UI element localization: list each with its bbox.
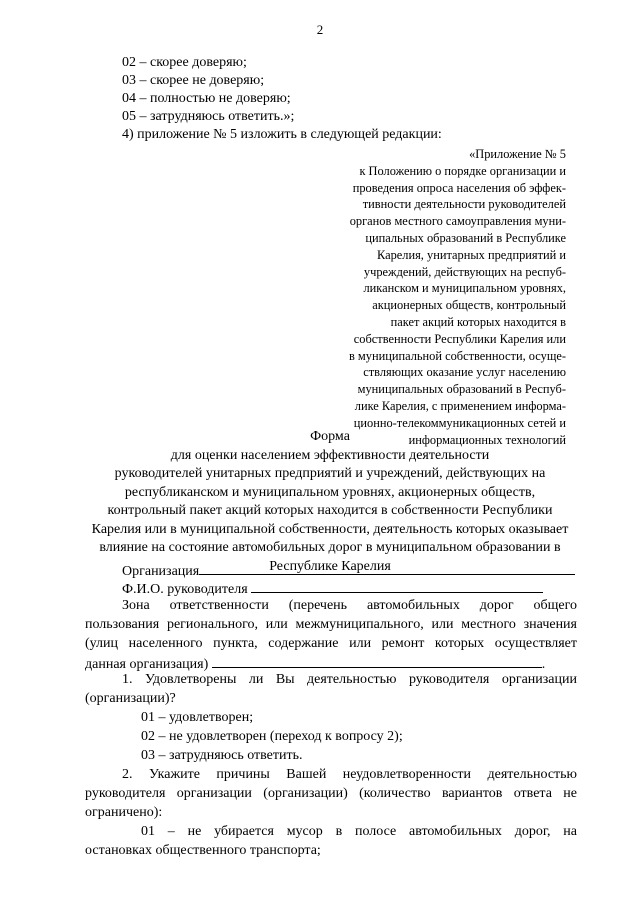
- appendix-line: ципальных образований в Республике: [365, 230, 566, 245]
- appendix-line: акционерных обществ, контрольный: [372, 298, 566, 313]
- form-title-line: Республике Карелия: [269, 558, 391, 574]
- appendix-line: органов местного самоуправления муни-: [349, 214, 566, 229]
- appendix-line: Карелия, унитарных предприятий и: [377, 247, 566, 262]
- question-2: [85, 765, 577, 860]
- appendix-line: ционно-телекоммуникационных сетей и: [353, 415, 566, 430]
- question-line: (организации)?: [85, 691, 176, 706]
- form-title-line: руководителей унитарных предприятий и учреждений, действующих на: [114, 466, 546, 481]
- appendix-line: лике Карелия, с применением информа-: [354, 398, 566, 413]
- appendix-line: муниципальных образований в Респуб-: [357, 382, 566, 397]
- question-1: [85, 670, 577, 765]
- question-line: ограничено):: [85, 805, 163, 820]
- paragraph-last-text: данная организация): [85, 657, 209, 672]
- form-title: [85, 428, 575, 576]
- appendix-header: [330, 146, 566, 448]
- appendix-line: к Положению о порядке организации и: [359, 163, 566, 178]
- appendix-line: проведения опроса населения об эффек-: [352, 180, 566, 195]
- appendix-line: ликанском и муниципальном уровнях,: [363, 281, 566, 296]
- paragraph-line: пользования регионального, или межмуниципального, или местного значения: [85, 617, 577, 632]
- option-line: 03 – скорее не доверяю;: [122, 73, 265, 88]
- form-title-line: контрольный пакет акций которых находится в собственности Республики: [107, 503, 553, 518]
- page-number: 2: [316, 22, 324, 37]
- appendix-line: учреждений, действующих на респуб-: [363, 264, 566, 279]
- option-line: 04 – полностью не доверяю;: [122, 91, 291, 106]
- option-line: 05 – затрудняюсь ответить.»;: [122, 109, 295, 124]
- zone-paragraph: [85, 596, 577, 674]
- form-title-line: республиканском и муниципальном уровнях, акционерных обществ,: [124, 484, 536, 500]
- option-line: 02 – скорее доверяю;: [122, 55, 247, 70]
- form-title-line: влияние на состояние автомобильных дорог в муниципальном образовании в: [99, 540, 561, 555]
- director-label: Ф.И.О. руководителя: [122, 582, 248, 597]
- form-title-line: Карелия или в муниципальной собственности, деятельность которых оказывает: [91, 521, 569, 537]
- zone-input-line[interactable]: [212, 653, 542, 668]
- paragraph-line: Зона ответственности (перечень автомобильных дорог общего: [122, 598, 577, 613]
- form-heading: Форма: [310, 429, 350, 444]
- answer-option[interactable]: 03 – затрудняюсь ответить.: [141, 748, 303, 763]
- answer-option-continuation: остановках общественного транспорта;: [85, 843, 321, 858]
- question-line: 2. Укажите причины Вашей неудовлетворенности деятельностью: [122, 767, 577, 782]
- appendix-line: тивности деятельности руководителей: [362, 197, 566, 212]
- question-line: руководителя организации (организации) (количество вариантов ответа не: [85, 786, 577, 801]
- director-input-line[interactable]: [251, 578, 543, 593]
- amendment-line: 4) приложение № 5 изложить в следующей редакции:: [122, 127, 442, 142]
- top-options-list: [122, 54, 442, 144]
- paragraph-end-mark: .: [541, 657, 546, 672]
- appendix-line: ствляющих оказание услуг населению: [363, 365, 566, 380]
- answer-option[interactable]: 02 – не удовлетворен (переход к вопросу 2);: [141, 729, 403, 744]
- appendix-line: в муниципальной собственности, осуще-: [348, 348, 566, 363]
- question-line: 1. Удовлетворены ли Вы деятельностью руководителя организации: [122, 672, 577, 687]
- answer-option[interactable]: 01 – удовлетворен;: [141, 710, 254, 725]
- appendix-line: пакет акций которых находится в: [390, 314, 566, 329]
- form-title-line: для оценки населением эффективности деятельности: [170, 447, 490, 463]
- paragraph-line: (улиц населенного пункта, содержание или ремонт которых осуществляет: [85, 636, 577, 651]
- appendix-line: собственности Республики Карелия или: [353, 331, 566, 346]
- appendix-line: информационных технологий: [408, 432, 566, 447]
- appendix-line: «Приложение № 5: [469, 147, 566, 161]
- organization-label: Организация: [122, 564, 200, 579]
- organization-input-line[interactable]: [199, 560, 575, 575]
- answer-option[interactable]: 01 – не убирается мусор в полосе автомобильных дорог, на: [141, 824, 577, 839]
